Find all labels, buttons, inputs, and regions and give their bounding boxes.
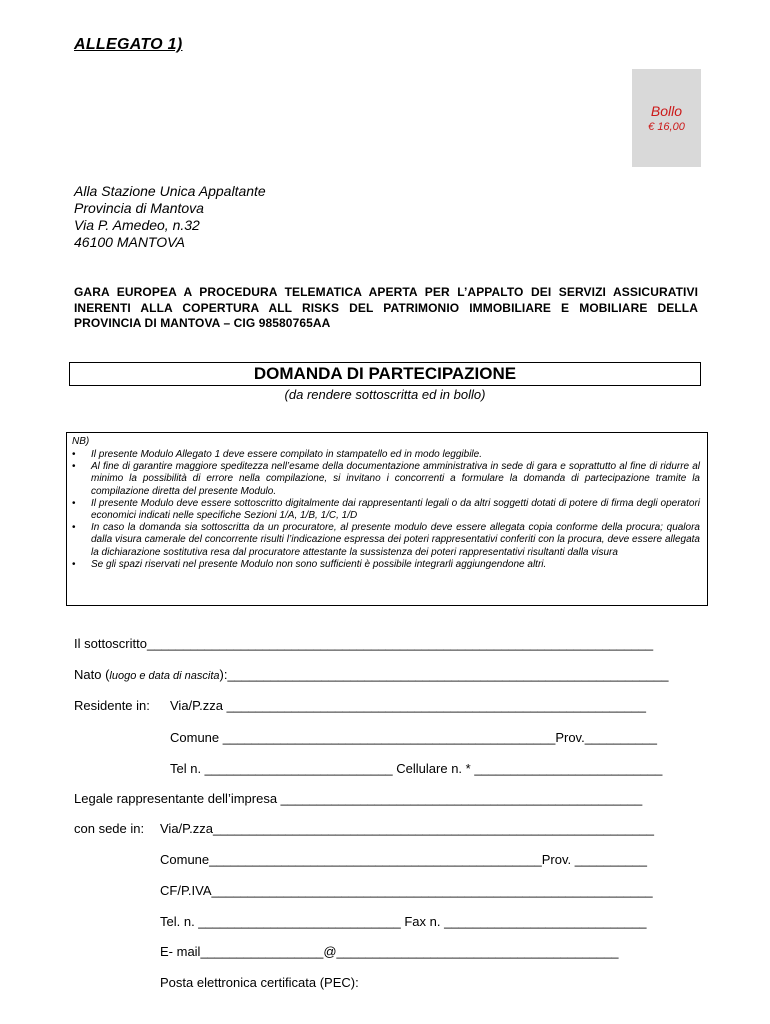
signatory-field[interactable]: Il sottoscritto______________________________________________________________________: [74, 636, 654, 651]
stamp-amount: € 16,00: [648, 121, 685, 133]
notes-heading: NB): [72, 436, 90, 447]
residence-street-field[interactable]: Via/P.zza __________________________________________________________: [170, 698, 646, 713]
recipient-line: 46100 MANTOVA: [74, 234, 186, 250]
note-item: • Il presente Modulo Allegato 1 deve essere compilato in stampatello ed in modo leggibile.: [72, 449, 700, 461]
birth-field[interactable]: [74, 667, 668, 682]
tender-subject: GARA EUROPEA A PROCEDURA TELEMATICA APERTA PER L’APPALTO DEI SERVIZI ASSICURATIVI INERENTI ALLA COPERTURA ALL RISKS DEL PATRIMONIO IMMOBILIARE E MOBILIARE DELLA PROVINCIA DI MANTOVA – CIG 98580765AA: [74, 285, 698, 330]
residence-city-field[interactable]: Comune ______________________________________________Prov.__________: [170, 730, 658, 745]
recipient-line: Provincia di Mantova: [74, 200, 204, 216]
stamp-label: Bollo: [650, 103, 683, 119]
notes-list: [72, 449, 700, 571]
office-phone-fax-field[interactable]: Tel. n. ____________________________ Fax n. ____________________________: [160, 914, 647, 929]
attachment-title: ALLEGATO 1): [74, 36, 183, 53]
note-item: • In caso la domanda sia sottoscritta da un procuratore, al presente modulo deve essere allegata copia conforme della procura; qualora dalla visura camerale del concorrente risulti l’indicazione espressa dei poteri rappresentativi conferiti con la procura, deve essere allegata la dichiarazione sostitutiva resa dal procuratore attestante la sussistenza dei poteri rappresentativi risultanti dalla visura: [72, 522, 700, 559]
application-title-box: [69, 362, 701, 386]
application-subtitle: (da rendere sottoscritta ed in bollo): [284, 387, 486, 402]
note-item: • Se gli spazi riservati nel presente Modulo non sono sufficienti è possibile integrarli aggiungendone altri.: [72, 559, 700, 571]
office-city-field[interactable]: Comune______________________________________________Prov. __________: [160, 852, 648, 867]
note-item: • Al fine di garantire maggiore speditezza nell’esame della documentazione amministrativa in sede di gara e soprattutto al fine di ridurre al minimo la possibilità di errore nella compilazione, si invitano i concorrenti a formulare la domanda di partecipazione tramite la compilazione diretta del presente Modulo.: [72, 461, 700, 498]
note-item: • Il presente Modulo deve essere sottoscritto digitalmente dai rappresentanti legali o da altri soggetti dotati di potere di firma degli operatori economici indicati nelle specifiche Sezioni 1/A, 1/B, 1/C, 1/D: [72, 498, 700, 522]
recipient-line: Via P. Amedeo, n.32: [74, 217, 200, 233]
birth-field-prefix: Nato (: [74, 667, 110, 682]
residence-label: Residente in:: [74, 698, 150, 713]
residence-phone-field[interactable]: Tel n. __________________________ Cellulare n. * __________________________: [170, 761, 663, 776]
notes-box: [66, 432, 708, 606]
birth-field-line: ):_____________________________________________________________: [219, 667, 669, 682]
office-email-field[interactable]: E- mail_________________@_______________________________________: [160, 944, 619, 959]
application-title: DOMANDA DI PARTECIPAZIONE: [253, 364, 517, 383]
legal-rep-field[interactable]: Legale rappresentante dell’impresa __________________________________________________: [74, 791, 643, 806]
office-label: con sede in:: [74, 821, 145, 836]
recipient-address: [74, 183, 266, 251]
office-street-field[interactable]: Via/P.zza_____________________________________________________________: [160, 821, 655, 836]
birth-field-hint: luogo e data di nascita: [109, 670, 220, 682]
stamp-box: [632, 69, 701, 167]
office-pec-field[interactable]: Posta elettronica certificata (PEC):: [160, 975, 359, 990]
office-vat-field[interactable]: CF/P.IVA_____________________________________________________________: [160, 883, 653, 898]
recipient-line: Alla Stazione Unica Appaltante: [74, 183, 266, 199]
